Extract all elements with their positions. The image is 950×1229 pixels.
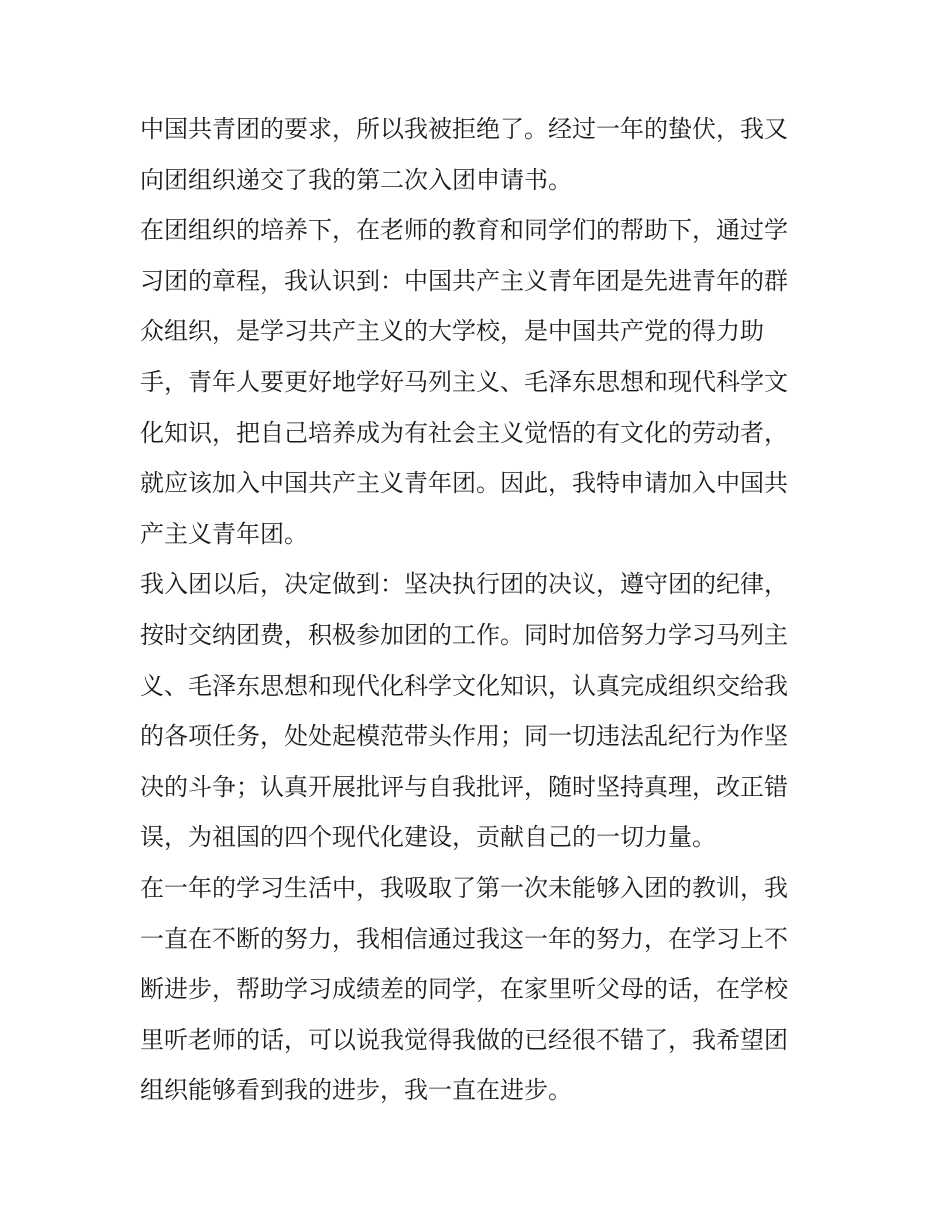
text-line: 中国共青团的要求，所以我被拒绝了。经过一年的蛰伏，我又 <box>140 115 788 143</box>
document-body <box>140 104 820 1116</box>
text-line: 一直在不断的努力，我相信通过我这一年的努力，在学习上不 <box>140 924 788 953</box>
text-line: 化知识，把自己培养成为有社会主义觉悟的有文化的劳动者， <box>140 418 788 447</box>
text-line: 在团组织的培养下，在老师的教育和同学们的帮助下，通过学 <box>140 216 788 245</box>
text-line: 就应该加入中国共产主义青年团。因此，我特申请加入中国共 <box>140 469 788 498</box>
text-line: 里听老师的话，可以说我觉得我做的已经很不错了，我希望团 <box>140 1025 788 1054</box>
text-line: 产主义青年团。 <box>140 519 308 548</box>
text-line: 在一年的学习生活中，我吸取了第一次未能够入团的教训，我 <box>140 873 788 902</box>
text-line: 手，青年人要更好地学好马列主义、毛泽东思想和现代科学文 <box>140 367 788 396</box>
text-line: 按时交纳团费，积极参加团的工作。同时加倍努力学习马列主 <box>140 620 788 649</box>
text-line: 义、毛泽东思想和现代化科学文化知识，认真完成组织交给我 <box>140 671 788 700</box>
text-line: 的各项任务，处处起模范带头作用；同一切违法乱纪行为作坚 <box>140 722 788 751</box>
text-line: 误，为祖国的四个现代化建设，贡献自己的一切力量。 <box>140 823 716 852</box>
text-line: 众组织，是学习共产主义的大学校，是中国共产党的得力助 <box>140 317 764 346</box>
text-line: 组织能够看到我的进步，我一直在进步。 <box>140 1076 572 1105</box>
text-line: 决的斗争；认真开展批评与自我批评，随时坚持真理，改正错 <box>140 772 788 801</box>
text-line: 我入团以后，决定做到：坚决执行团的决议，遵守团的纪律， <box>140 570 788 599</box>
text-line: 向团组织递交了我的第二次入团申请书。 <box>140 165 572 194</box>
text-line: 习团的章程，我认识到：中国共产主义青年团是先进青年的群 <box>140 266 788 295</box>
text-line: 断进步，帮助学习成绩差的同学，在家里听父母的话，在学校 <box>140 975 788 1004</box>
